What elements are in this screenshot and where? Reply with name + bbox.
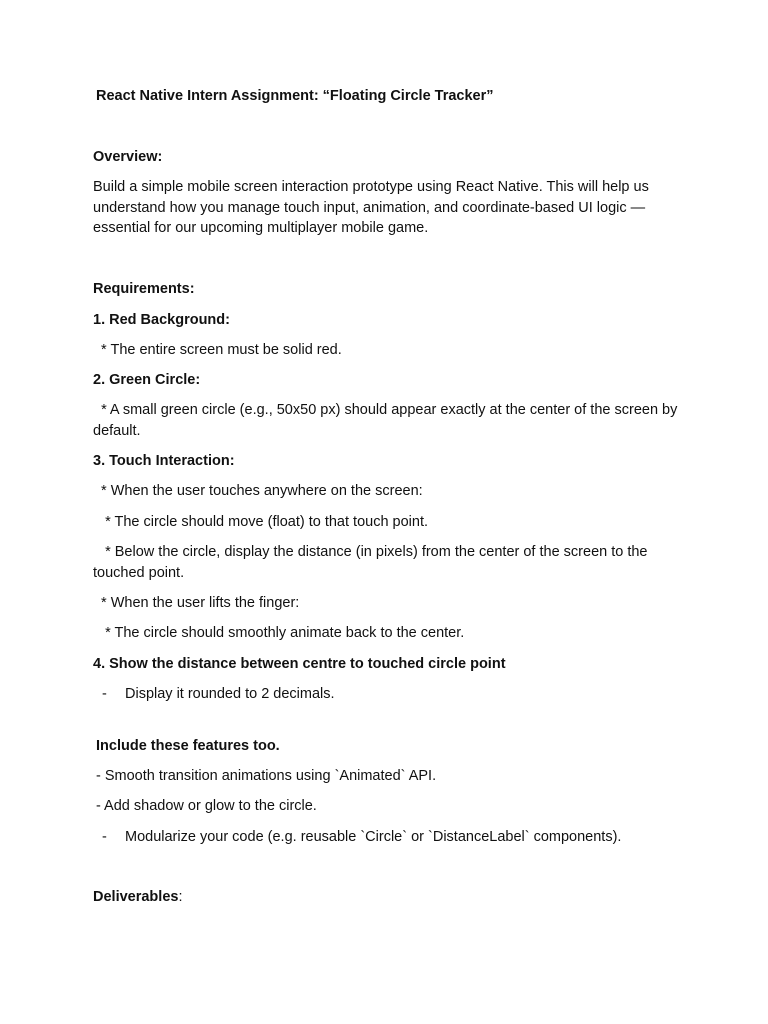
requirement-4-body: Display it rounded to 2 decimals. xyxy=(125,686,335,702)
requirement-2-heading: 2. Green Circle: xyxy=(93,372,201,388)
requirement-3-move: * The circle should move (float) to that touch point. xyxy=(93,514,429,530)
requirement-3-animate: * The circle should smoothly animate back to the center. xyxy=(93,625,465,641)
feature-item-3: Modularize your code (e.g. reusable `Circle` or `DistanceLabel` components). xyxy=(125,829,622,845)
requirement-1-body: * The entire screen must be solid red. xyxy=(93,342,342,358)
requirements-heading: Requirements: xyxy=(93,281,195,297)
feature-item-2: - Add shadow or glow to the circle. xyxy=(96,798,317,814)
requirement-3-distance: * Below the circle, display the distance (in pixels) from the center of the screen to the touched point. xyxy=(93,544,652,581)
requirement-3-lift: * When the user lifts the finger: xyxy=(93,595,300,611)
feature-item-1: - Smooth transition animations using `Animated` API. xyxy=(96,768,437,784)
overview-paragraph: Build a simple mobile screen interaction prototype using React Native. This will help us understand how you manage touch input, animation, and coordinate-based UI logic — essential for our upcoming multiplayer mobile game. xyxy=(93,179,649,236)
feature-item-3-bullet: - xyxy=(102,829,107,845)
deliverables-heading: Deliverables xyxy=(93,889,179,905)
requirement-3-touch: * When the user touches anywhere on the screen: xyxy=(93,483,423,499)
requirement-2-body: * A small green circle (e.g., 50x50 px) should appear exactly at the center of the screen by default. xyxy=(93,402,682,439)
document-title: React Native Intern Assignment: “Floating Circle Tracker” xyxy=(96,88,494,104)
deliverables-line xyxy=(93,887,683,908)
requirement-3-heading: 3. Touch Interaction: xyxy=(93,453,235,469)
requirement-4-bullet: - xyxy=(102,686,107,702)
deliverables-colon: : xyxy=(178,889,183,905)
requirement-1-heading: 1. Red Background: xyxy=(93,312,230,328)
features-heading: Include these features too. xyxy=(96,738,280,754)
requirement-4-heading: 4. Show the distance between centre to touched circle point xyxy=(93,656,506,672)
overview-heading: Overview: xyxy=(93,149,163,165)
